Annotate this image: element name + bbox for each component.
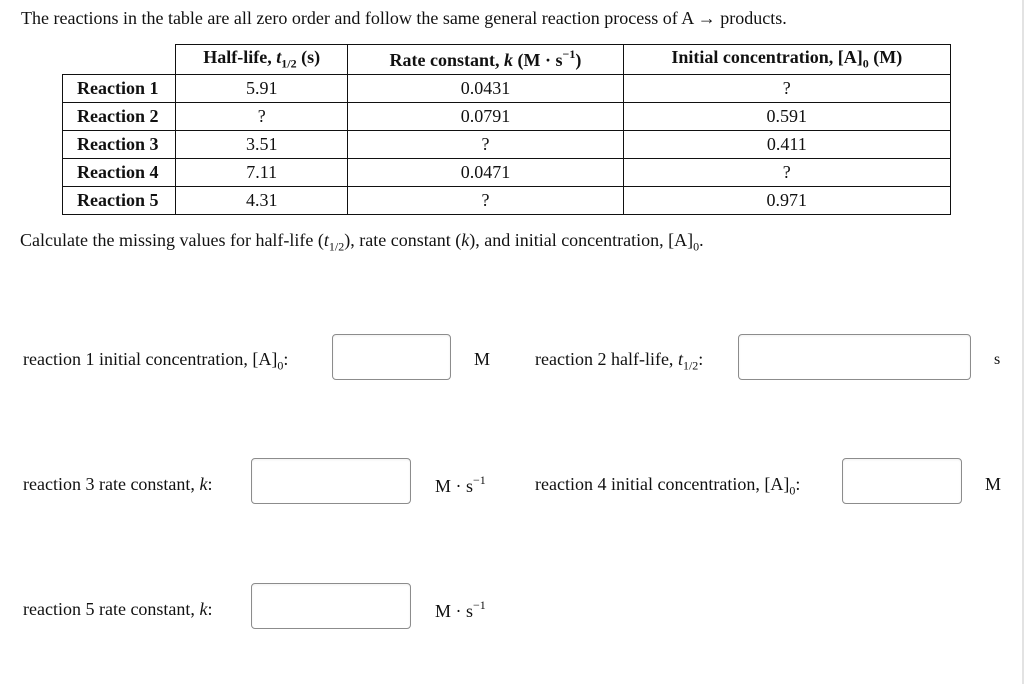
reaction-3-rate-constant-label: reaction 3 rate constant, k: — [23, 474, 213, 494]
table-row — [63, 103, 951, 131]
rate-constant-cell: 0.0791 — [348, 103, 623, 131]
reaction-5-rate-constant-label: reaction 5 rate constant, k: — [23, 599, 213, 619]
reaction-3-rate-constant-input[interactable] — [251, 458, 411, 504]
initial-concentration-cell: 0.971 — [623, 187, 950, 215]
reaction-2-half-life-label: reaction 2 half-life, $t_{1/2}$: — [535, 349, 704, 373]
table-row — [63, 75, 951, 103]
table-row — [63, 131, 951, 159]
rate-constant-cell: 0.0471 — [348, 159, 623, 187]
table-row — [63, 159, 951, 187]
table-row — [63, 187, 951, 215]
half-life-cell: 5.91 — [176, 75, 348, 103]
half-life-cell: 7.11 — [176, 159, 348, 187]
question-prompt: Calculate the missing values for half-life $(t_{1/2})$, rate constant (k), and initial concentration, $[A]_0$. — [20, 230, 704, 254]
unit-rate-constant: $M \cdot s^{-1}$ — [435, 473, 486, 496]
half-life-cell: 3.51 — [176, 131, 348, 159]
table-header-row — [63, 45, 951, 75]
row-label: Reaction 1 — [63, 75, 176, 103]
unit-molar: M — [985, 474, 1002, 494]
reaction-2-half-life-input[interactable] — [738, 334, 971, 380]
initial-concentration-cell: 0.411 — [623, 131, 950, 159]
reaction-4-concentration-input[interactable] — [842, 458, 962, 504]
rate-constant-cell: 0.0431 — [348, 75, 623, 103]
unit-rate-constant: $M \cdot s^{-1}$ — [435, 598, 486, 621]
reaction-1-concentration-input[interactable] — [332, 334, 451, 380]
reaction-5-rate-constant-input[interactable] — [251, 583, 411, 629]
reaction-table — [62, 44, 951, 215]
row-label: Reaction 5 — [63, 187, 176, 215]
initial-concentration-header: Initial concentration, $[A]_0$ (M) — [623, 45, 950, 75]
half-life-cell: 4.31 — [176, 187, 348, 215]
reaction-4-concentration-label: reaction 4 initial concentration, $[A]_0$: — [535, 474, 801, 498]
rate-constant-cell: ? — [348, 131, 623, 159]
initial-concentration-cell: 0.591 — [623, 103, 950, 131]
unit-molar: M — [474, 349, 491, 369]
half-life-header: Half-life, $t_{1/2}$ (s) — [176, 45, 348, 75]
unit-seconds: s — [994, 351, 1001, 368]
reaction-1-concentration-label: reaction 1 initial concentration, $[A]_0$: — [23, 349, 289, 373]
rate-constant-cell: ? — [348, 187, 623, 215]
intro-text: The reactions in the table are all zero order and follow the same general reaction process of A → products. — [21, 8, 787, 28]
initial-concentration-cell: ? — [623, 159, 950, 187]
rate-constant-header: Rate constant, k $(M \cdot s^{-1})$ — [348, 45, 623, 75]
table-corner-cell — [63, 45, 176, 75]
row-label: Reaction 3 — [63, 131, 176, 159]
row-label: Reaction 4 — [63, 159, 176, 187]
initial-concentration-cell: ? — [623, 75, 950, 103]
half-life-cell: ? — [176, 103, 348, 131]
row-label: Reaction 2 — [63, 103, 176, 131]
